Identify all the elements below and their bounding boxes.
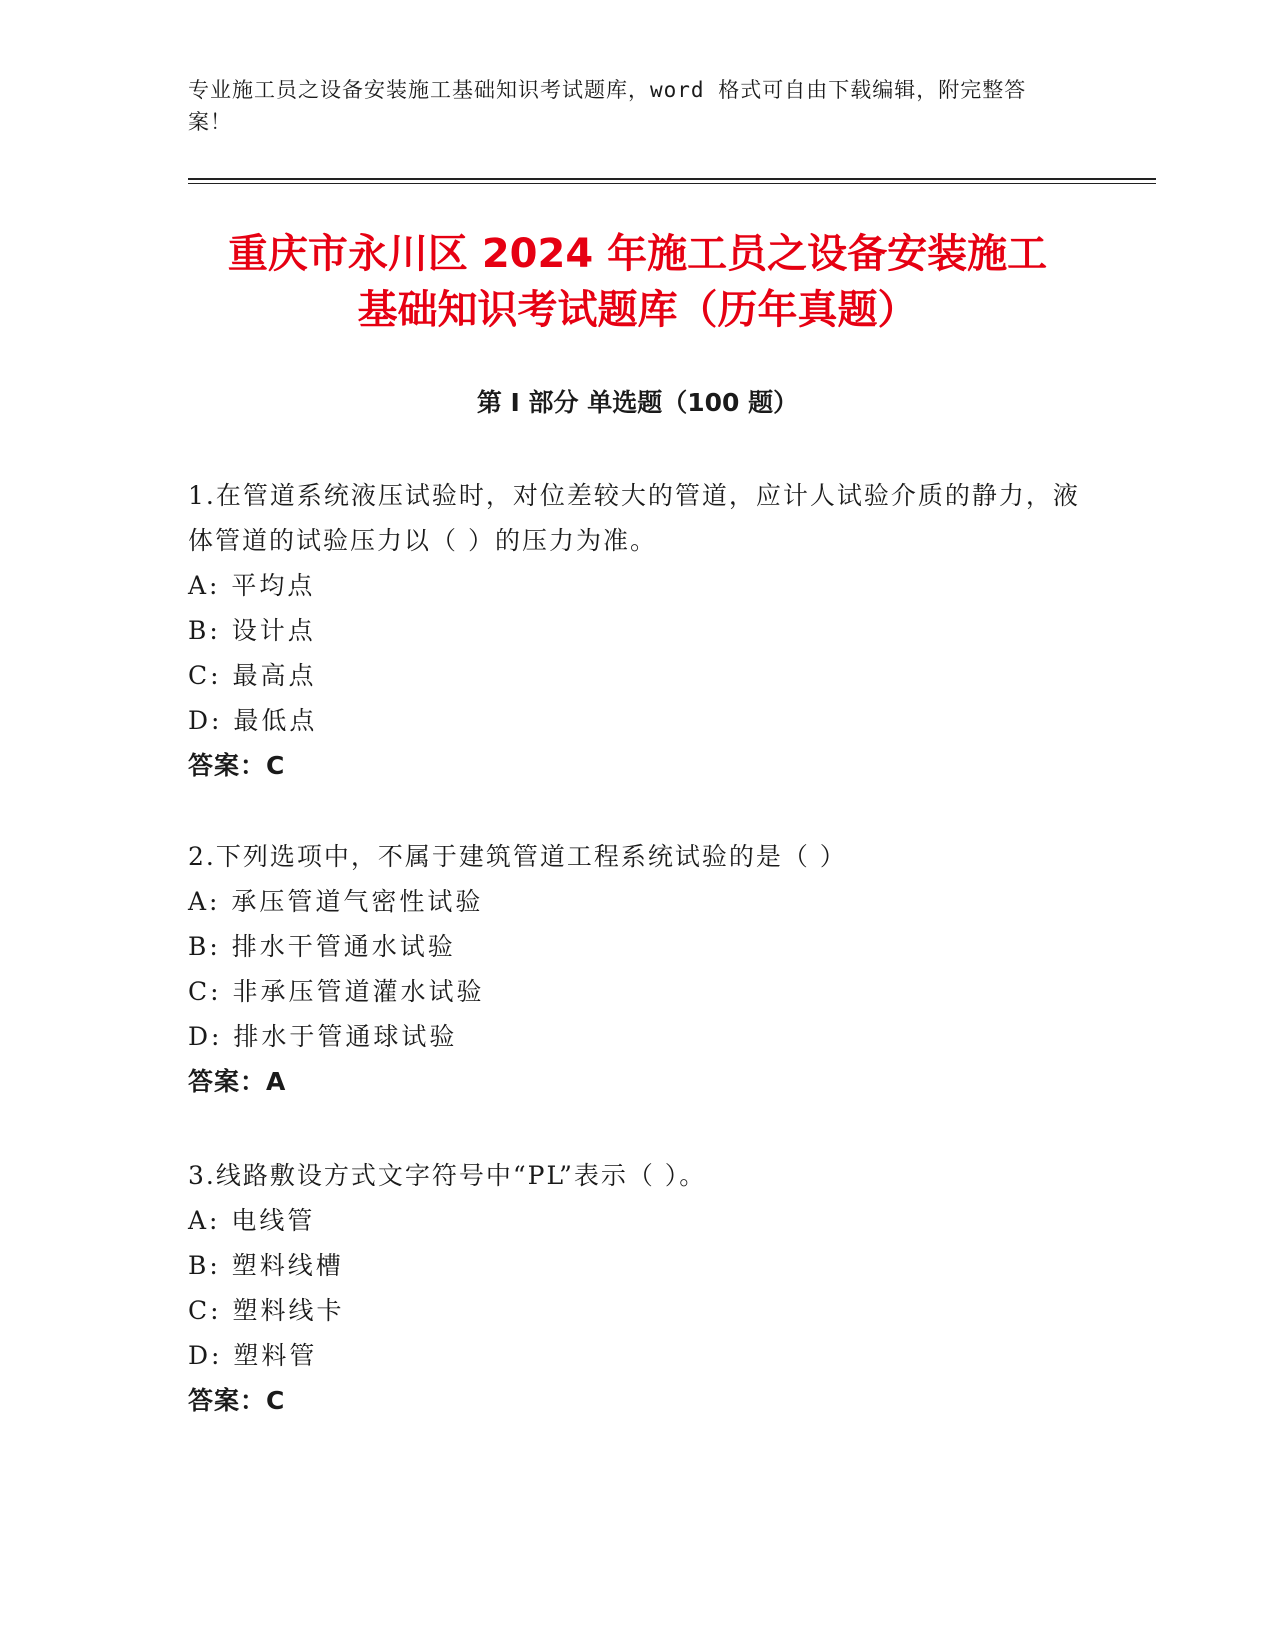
option-c: C: 最高点 [188, 661, 317, 690]
question-block [188, 473, 1088, 788]
option-b: B: 设计点 [188, 616, 316, 645]
header-note: 专业施工员之设备安装施工基础知识考试题库，word 格式可自由下载编辑，附完整答案！ [188, 78, 1027, 134]
option-a: A: 承压管道气密性试验 [188, 887, 484, 916]
header-divider-thin [188, 183, 1156, 184]
option-b: B: 塑料线槽 [188, 1251, 344, 1280]
answer-label: 答案：C [188, 1386, 286, 1415]
question-block [188, 834, 1088, 1104]
question-stem: 2.下列选项中，不属于建筑管道工程系统试验的是（ ） [188, 842, 847, 871]
document-title-line-2: 基础知识考试题库（历年真题） [357, 287, 918, 333]
option-a: A: 电线管 [188, 1206, 316, 1235]
question-stem: 3.线路敷设方式文字符号中“PL”表示（ ）。 [188, 1161, 707, 1190]
question-block [188, 1153, 1088, 1423]
section-title: 第 I 部分 单选题（100 题） [476, 388, 799, 417]
document-title [150, 226, 1125, 338]
option-a: A: 平均点 [188, 571, 316, 600]
answer-label: 答案：C [188, 751, 286, 780]
option-b: B: 排水干管通水试验 [188, 932, 456, 961]
question-stem: 1.在管道系统液压试验时，对位差较大的管道，应计人试验介质的静力，液体管道的试验压力以（ ）的压力为准。 [188, 481, 1080, 555]
option-c: C: 非承压管道灌水试验 [188, 977, 485, 1006]
option-d: D: 最低点 [188, 706, 318, 735]
header-divider [188, 178, 1156, 180]
answer-label: 答案：A [188, 1067, 287, 1096]
option-d: D: 塑料管 [188, 1341, 318, 1370]
document-title-line-1: 重庆市永川区 2024 年施工员之设备安装施工 [227, 231, 1048, 277]
option-c: C: 塑料线卡 [188, 1296, 345, 1325]
option-d: D: 排水于管通球试验 [188, 1022, 458, 1051]
